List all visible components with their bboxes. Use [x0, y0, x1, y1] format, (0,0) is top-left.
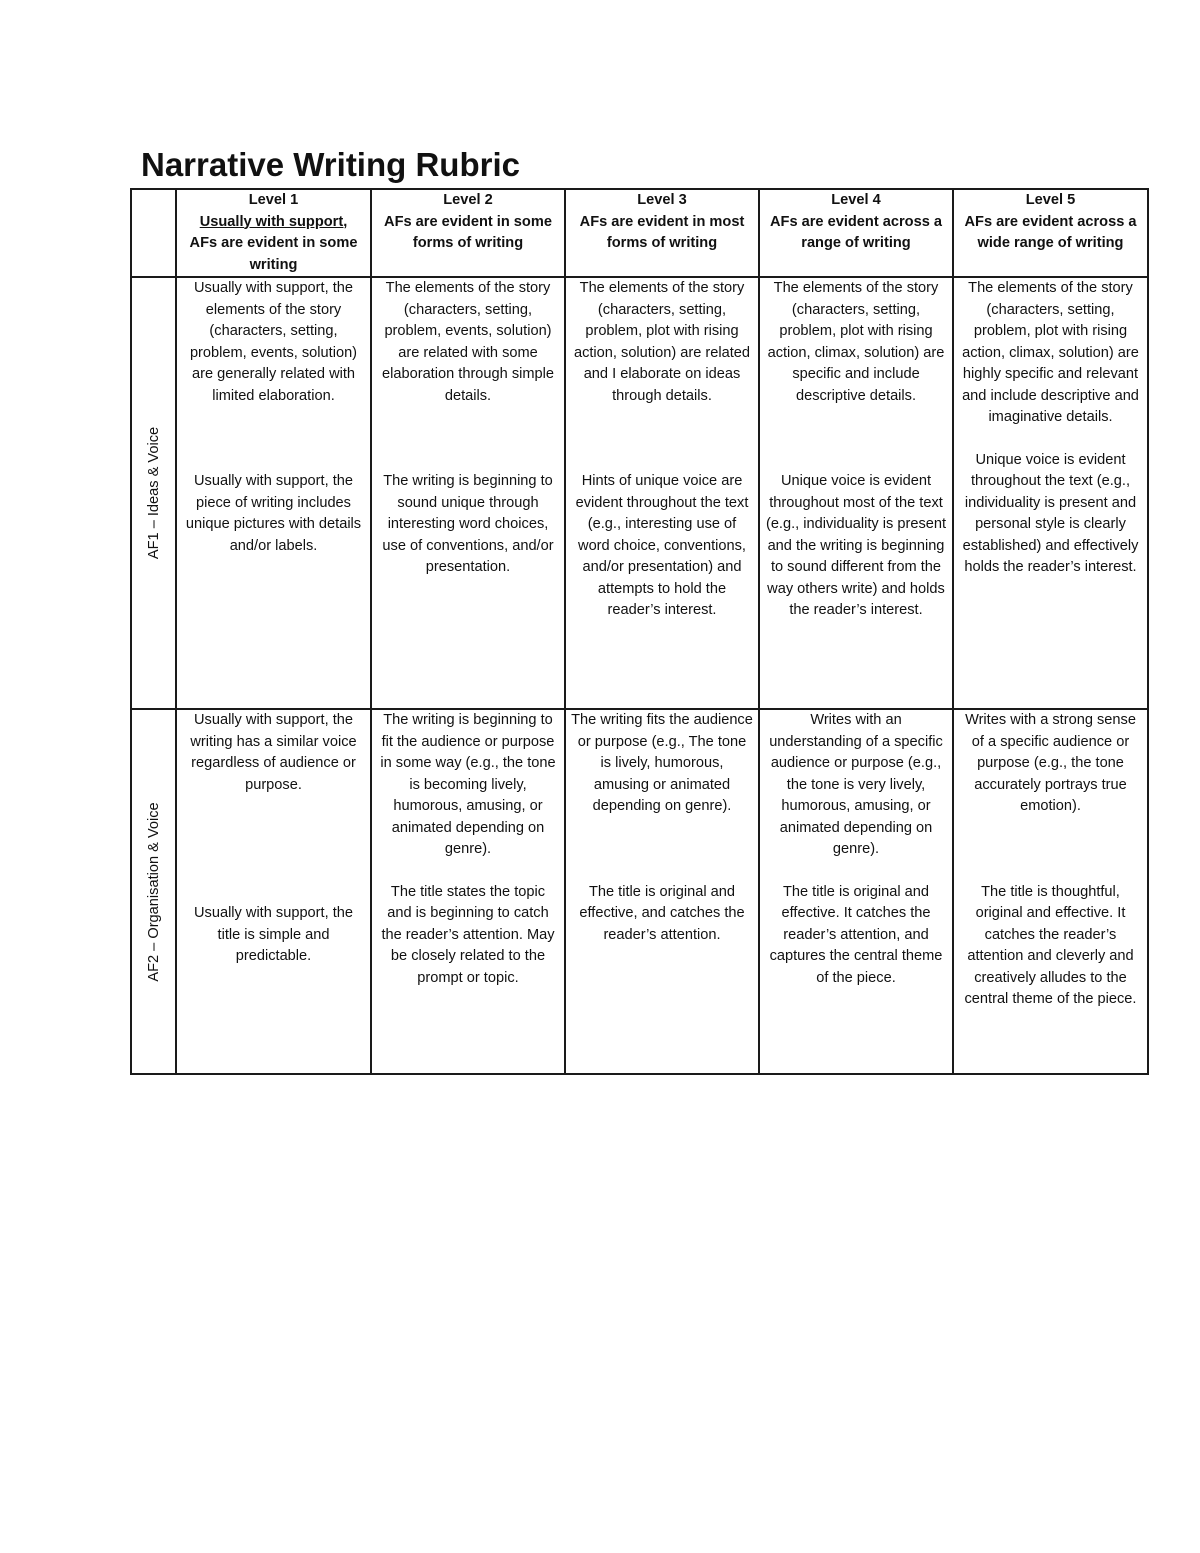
- af1-level-3-cell: [565, 277, 759, 709]
- af1-label: AF1 – Ideas & Voice: [145, 426, 162, 560]
- criterion-text: The title states the topic and is beginning to catch the reader’s attention. May be closely related to the prompt or topic.: [381, 883, 555, 986]
- af1-level-5-cell: [953, 277, 1148, 709]
- level-5-header: [953, 189, 1148, 277]
- af2-level-3-cell: [565, 709, 759, 1074]
- level-description: AFs are evident across a range of writing: [770, 213, 942, 251]
- level-name: Level 4: [831, 192, 881, 208]
- criterion-text: Usually with support, the writing has a similar voice regardless of audience or purpose.: [190, 712, 357, 793]
- level-2-header: [371, 189, 565, 277]
- af2-level-4-cell: [759, 709, 953, 1074]
- criterion-text: Writes with an understanding of a specific audience or purpose (e.g., the tone is very lively, humorous, amusing, or animated depending on genre).: [769, 712, 943, 857]
- criterion-text: The elements of the story (characters, setting, problem, events, solution) are related with some elaboration through simple details.: [382, 280, 554, 404]
- level-name: Level 1: [248, 192, 299, 208]
- af2-level-2-cell: [371, 709, 565, 1074]
- criterion-text: The elements of the story (characters, setting, problem, plot with rising action, solution) are related and I elaborate on ideas through details.: [573, 280, 751, 404]
- af1-level-1-cell: [176, 277, 371, 709]
- criterion-text: The title is original and effective. It catches the reader’s attention, and captures the central theme of the piece.: [769, 883, 943, 986]
- level-description: AFs are evident across a wide range of writing: [964, 213, 1137, 251]
- rubric-table: [130, 188, 1149, 1075]
- af1-level-2-cell: [371, 277, 565, 709]
- criterion-text: Unique voice is evident throughout most of the text (e.g., individuality is present and the writing is beginning to sound different from the way others write) and holds the reader’s interest.: [765, 473, 947, 618]
- corner-cell: [131, 189, 176, 277]
- criterion-text: Hints of unique voice are evident throughout the text (e.g., interesting use of word choice, conventions, and/or presentation) and attempts to hold the reader’s interest.: [575, 473, 749, 618]
- level-description: AFs are evident in most forms of writing: [579, 213, 745, 251]
- page-title: Narrative Writing Rubric: [141, 146, 520, 183]
- level-name: Level 5: [1025, 192, 1076, 208]
- criterion-text: Usually with support, the title is simple and predictable.: [194, 905, 353, 964]
- criterion-text: The writing is beginning to fit the audience or purpose in some way (e.g., the tone is becoming lively, humorous, amusing, or animated depending on genre).: [380, 712, 556, 857]
- level-support-note: Usually with support,: [199, 213, 348, 230]
- level-name: Level 2: [443, 192, 493, 208]
- af2-label-cell: [131, 709, 176, 1074]
- af1-level-4-cell: [759, 277, 953, 709]
- criterion-text: Unique voice is evident throughout the text (e.g., individuality is present and personal style is clearly established) and effectively holds the reader’s interest.: [962, 451, 1139, 575]
- header-row: [131, 189, 1148, 277]
- af2-level-5-cell: [953, 709, 1148, 1074]
- criterion-text: Writes with a strong sense of a specific audience or purpose (e.g., the tone accurately portrays true emotion).: [965, 712, 1136, 814]
- level-1-header: [176, 189, 371, 277]
- level-4-header: [759, 189, 953, 277]
- level-description: AFs are evident in some writing: [189, 235, 358, 273]
- criterion-text: The elements of the story (characters, setting, problem, plot with rising action, climax, solution) are specific and include descriptive details.: [767, 280, 945, 404]
- criterion-text: The title is thoughtful, original and effective. It catches the reader’s attention and cleverly and creatively alludes to the central theme of the piece.: [964, 883, 1137, 1007]
- af2-level-1-cell: [176, 709, 371, 1074]
- level-3-header: [565, 189, 759, 277]
- level-description: AFs are evident in some forms of writing: [384, 213, 552, 251]
- af2-row: [131, 709, 1148, 1074]
- af1-label-cell: [131, 277, 176, 709]
- af1-row: [131, 277, 1148, 709]
- criterion-text: Usually with support, the piece of writing includes unique pictures with details and/or labels.: [185, 473, 362, 554]
- criterion-text: The writing fits the audience or purpose (e.g., The tone is lively, humorous, amusing or animated depending on genre).: [571, 712, 753, 814]
- level-name: Level 3: [637, 192, 687, 208]
- criterion-text: Usually with support, the elements of the story (characters, setting, problem, events, solution) are generally related with limited elaboration.: [189, 280, 358, 404]
- criterion-text: The title is original and effective, and catches the reader’s attention.: [579, 883, 745, 943]
- af2-label: AF2 – Organisation & Voice: [145, 801, 162, 982]
- criterion-text: The writing is beginning to sound unique through interesting word choices, use of conventions, and/or presentation.: [382, 473, 554, 575]
- criterion-text: The elements of the story (characters, setting, problem, plot with rising action, climax, solution) are highly specific and relevant and include descriptive and imaginative details.: [962, 280, 1139, 425]
